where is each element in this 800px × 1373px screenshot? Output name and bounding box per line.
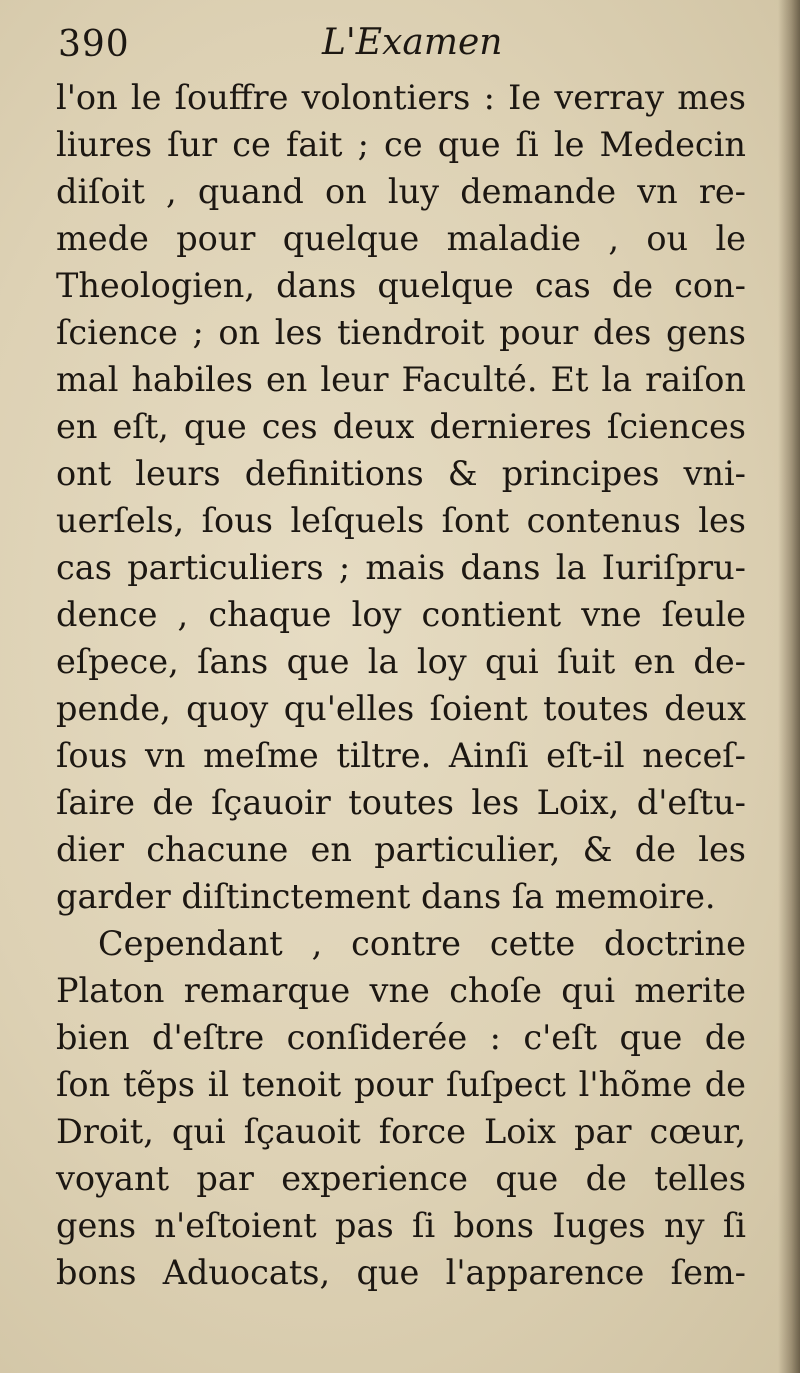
text-line: bons Aduocats, que l'apparence ſem- — [56, 1253, 746, 1292]
text-line: cas particuliers ; mais dans la Iuriſpru- — [56, 548, 746, 587]
text-line: ſcience ; on les tiendroit pour des gens — [56, 313, 746, 352]
text-line: liures ſur ce fait ; ce que ſi le Medecin — [56, 125, 746, 164]
text-line: dence , chaque loy contient vne ſeule — [56, 595, 746, 634]
text-line: uerſels, ſous leſquels ſont contenus les — [56, 501, 746, 540]
text-line: ſaire de ſçauoir toutes les Loix, d'eſtu- — [56, 783, 746, 822]
text-line: mal habiles en leur Faculté. Et la raiſon — [56, 360, 746, 399]
text-line: Cependant , contre cette doctrine — [98, 924, 746, 963]
running-head — [58, 18, 758, 74]
text-line: diſoit , quand on luy demande vn re- — [56, 172, 746, 211]
text-line: Droit, qui ſçauoit force Loix par cœur, — [56, 1112, 746, 1151]
text-line: Platon remarque vne choſe qui merite — [56, 971, 746, 1010]
body-text — [56, 74, 746, 1296]
text-line: l'on le ſouffre volontiers : Ie verray mes — [56, 78, 746, 117]
text-line: voyant par experience que de telles — [56, 1159, 746, 1198]
text-line: garder diſtinctement dans ſa memoire. — [56, 877, 716, 916]
text-line: gens n'eſtoient pas ſi bons Iuges ny ſi — [56, 1206, 746, 1245]
text-line: bien d'eſtre conſiderée : c'eſt que de — [56, 1018, 746, 1057]
text-line: mede pour quelque maladie , ou le — [56, 219, 746, 258]
page-number: 390 — [58, 24, 130, 65]
text-line: Theologien, dans quelque cas de con- — [56, 266, 746, 305]
text-line: eſpece, ſans que la loy qui ſuit en de- — [56, 642, 746, 681]
text-line: ſon tẽps il tenoit pour ſuſpect l'hõme de — [56, 1065, 746, 1104]
text-line: ont leurs definitions & principes vni- — [56, 454, 746, 493]
running-title: L'Examen — [322, 22, 503, 63]
text-line: dier chacune en particulier, & de les — [56, 830, 746, 869]
text-line: pende, quoy qu'elles ſoient toutes deux — [56, 689, 746, 728]
text-line: ſous vn meſme tiltre. Ainſi eſt-il neceſ- — [56, 736, 746, 775]
text-line: en eſt, que ces deux dernieres ſciences — [56, 407, 746, 446]
